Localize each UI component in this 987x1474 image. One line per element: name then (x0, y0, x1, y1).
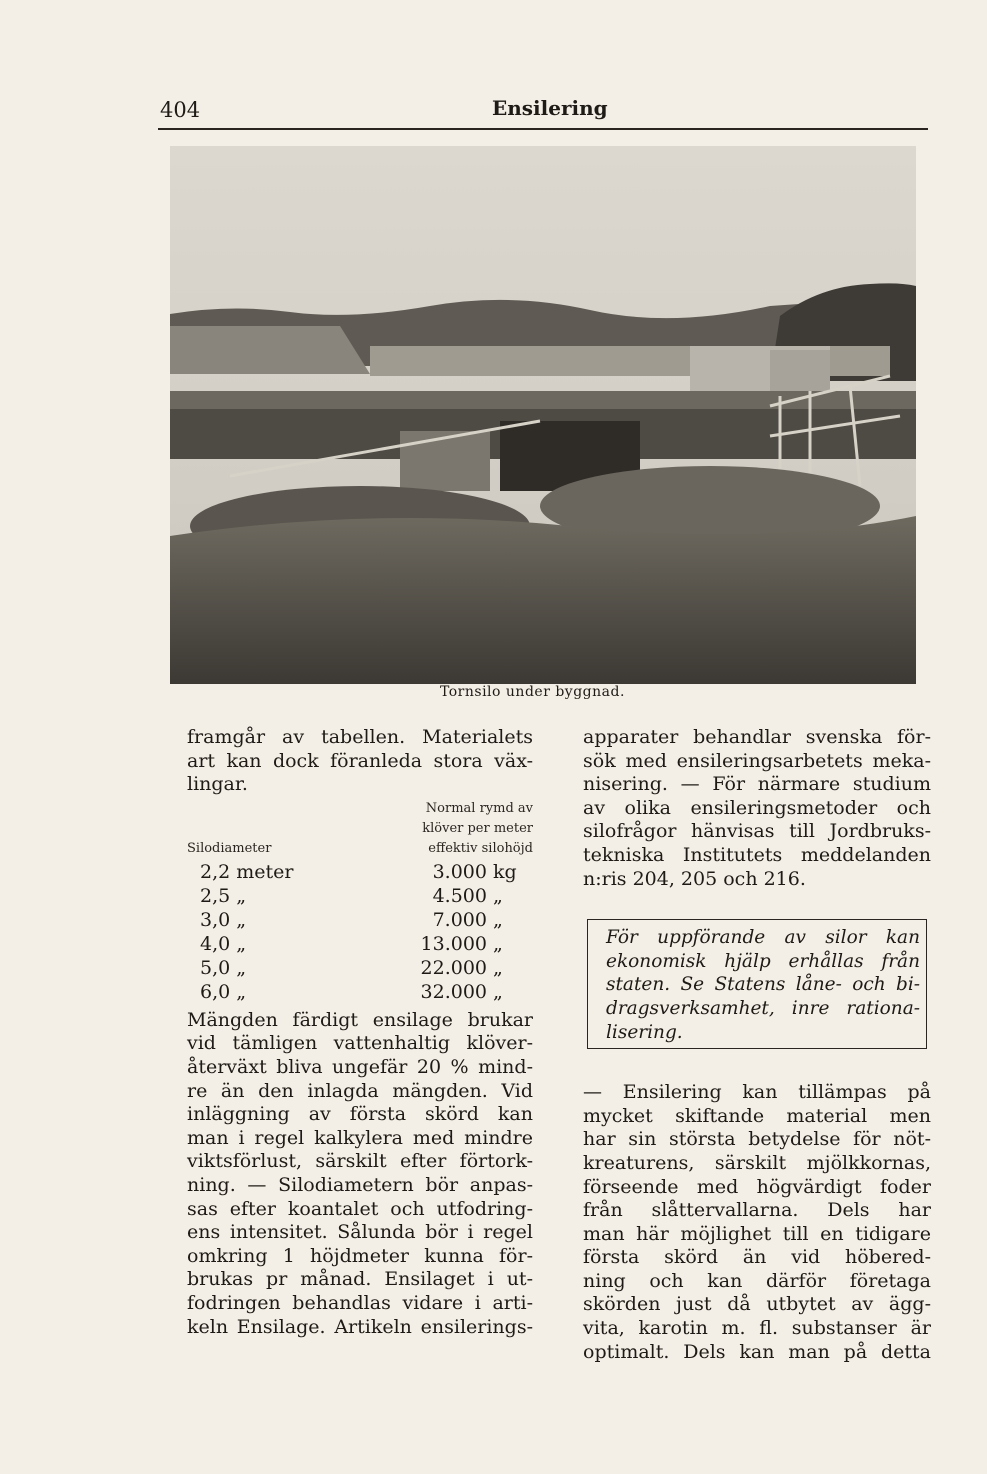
diameter-cell: 4,0 „ (200, 932, 247, 955)
text-line: sas efter koantalet och utfodring- (187, 1197, 533, 1220)
text-line: vid tämligen vattenhaltig klöver- (187, 1032, 533, 1055)
text-line: man här möjlighet till en tidigare (583, 1222, 931, 1245)
unit-cell: „ (493, 884, 503, 907)
capacity-cell: 22.000 (420, 956, 487, 979)
text-line: sök med ensileringsarbetets meka- (583, 749, 931, 772)
capacity-cell: 32.000 (420, 980, 487, 1003)
text-line: av olika ensileringsmetoder och (583, 796, 931, 819)
text-line: förseende med högvärdigt foder (583, 1175, 931, 1198)
text-line: ning och kan därför företaga (583, 1269, 931, 1292)
text-line: skörden just då utbytet av ägg- (583, 1293, 931, 1316)
tower-silo-photo (170, 146, 916, 684)
capacity-cell: 4.500 (432, 884, 487, 907)
info-box-line: lisering. (606, 1021, 683, 1043)
text-line: viktsförlust, särskilt efter förtork- (187, 1150, 533, 1173)
table-col1-header: Silodiameter (187, 840, 272, 856)
table-header (187, 799, 533, 861)
text-line: har sin största betydelse för nöt- (583, 1128, 931, 1151)
text-line: mycket skiftande material men (583, 1104, 931, 1127)
text-line: brukas pr månad. Ensilaget i ut- (187, 1268, 533, 1291)
text-line: från slåttervallarna. Dels har (583, 1199, 931, 1222)
text-line: keln Ensilage. Artikeln ensilerings- (187, 1315, 533, 1338)
capacity-cell: 7.000 (432, 908, 487, 931)
text-line: n:ris 204, 205 och 216. (583, 867, 806, 890)
text-line: framgår av tabellen. Materialets (187, 726, 533, 748)
diameter-cell: 5,0 „ (200, 956, 247, 979)
text-line: Mängden färdigt ensilage brukar (187, 1008, 533, 1031)
unit-cell: „ (493, 980, 503, 1003)
table-col2-header-line: effektiv silohöjd (428, 840, 533, 856)
text-line: återväxt bliva ungefär 20 % mind- (187, 1055, 533, 1078)
text-line: omkring 1 höjdmeter kunna för- (187, 1244, 533, 1267)
text-line: re än den inlagda mängden. Vid (187, 1079, 533, 1102)
diameter-cell: 2,5 „ (200, 884, 247, 907)
running-title: Ensilering (492, 96, 608, 120)
unit-cell: „ (493, 908, 503, 931)
diameter-cell: 2,2 meter (200, 860, 294, 883)
table-col2-header-line: Normal rymd av (425, 800, 533, 816)
diameter-cell: 6,0 „ (200, 980, 247, 1003)
text-line: lingar. (187, 773, 248, 796)
table-row (187, 957, 533, 981)
table-col2-header-line: klöver per meter (422, 820, 533, 836)
unit-cell: „ (493, 932, 503, 955)
table-row (187, 861, 533, 885)
text-line: — Ensilering kan tillämpas på (583, 1081, 931, 1104)
page-number: 404 (160, 98, 201, 122)
text-line: första skörd än vid höbered- (583, 1246, 931, 1269)
table-row (187, 981, 533, 1005)
capacity-cell: 13.000 (420, 932, 487, 955)
table-col2-header (373, 799, 533, 859)
text-line: inläggning av första skörd kan (187, 1103, 533, 1126)
unit-cell: kg (493, 860, 517, 883)
text-line: nisering. — För närmare studium (583, 773, 931, 796)
text-line: fodringen behandlas vidare i arti- (187, 1291, 533, 1314)
text-line: optimalt. Dels kan man på detta (583, 1340, 931, 1363)
text-line: ning. — Silodiametern bör anpas- (187, 1173, 533, 1196)
info-box-line: För uppförande av silor kan (606, 927, 920, 949)
info-box-line: dragsverksamhet, inre rationa- (606, 997, 920, 1019)
right-column (583, 726, 931, 1364)
text-line: apparater behandlar svenska för- (583, 726, 931, 748)
unit-cell: „ (493, 956, 503, 979)
table-row (187, 885, 533, 909)
capacity-cell: 3.000 (432, 860, 487, 883)
info-box-line: staten. Se Statens låne- och bi- (606, 974, 920, 996)
text-line: man i regel kalkylera med mindre (187, 1126, 533, 1149)
text-line: art kan dock föranleda stora väx- (187, 749, 533, 772)
text-line: silofrågor hänvisas till Jordbruks- (583, 820, 931, 843)
left-column (187, 726, 533, 1339)
text-line: kreaturens, särskilt mjölkkornas, (583, 1151, 931, 1174)
header-rule (158, 128, 928, 130)
table-row (187, 909, 533, 933)
photo-caption: Tornsilo under byggnad. (440, 684, 625, 700)
text-line: tekniska Institutets meddelanden (583, 843, 931, 866)
diameter-cell: 3,0 „ (200, 908, 247, 931)
info-box (587, 919, 927, 1049)
table-row (187, 933, 533, 957)
text-line: vita, karotin m. fl. substanser är (583, 1317, 931, 1340)
info-box-line: ekonomisk hjälp erhållas från (606, 950, 920, 972)
text-line: ens intensitet. Sålunda bör i regel (187, 1221, 533, 1244)
